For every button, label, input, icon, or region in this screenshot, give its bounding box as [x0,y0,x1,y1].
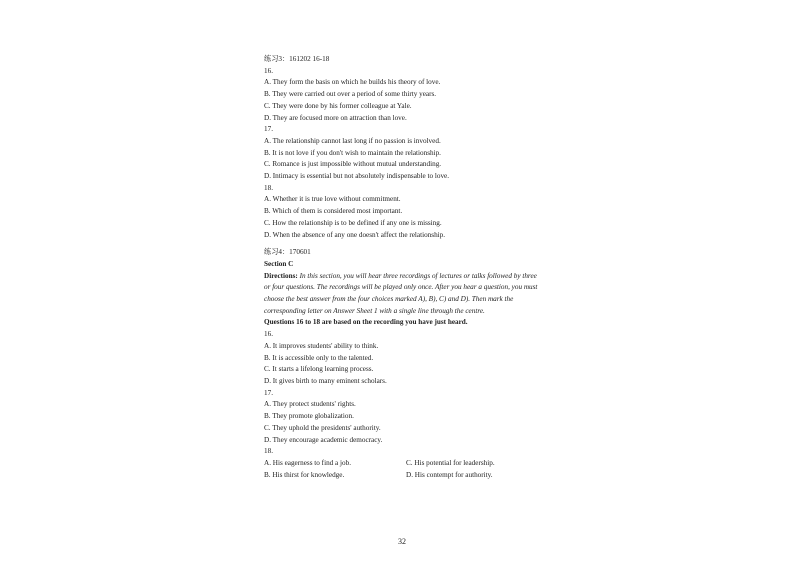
option-b: B. Which of them is considered most important. [264,207,403,216]
option-a: A. They form the basis on which he builds his theory of love. [264,78,441,87]
question-number: 17. [264,125,273,134]
option-row [264,470,549,482]
option-c: C. It starts a lifelong learning process. [264,365,374,374]
option-a: A. His eagerness to find a job. [264,458,352,467]
option-b: B. They were carried out over a period of some thirty years. [264,90,437,99]
option-c: C. They were done by his former colleague at Yale. [264,101,412,110]
option-d: D. They encourage academic democracy. [264,435,383,444]
page-content [264,54,549,481]
option-b: B. It is not love if you don't wish to maintain the relationship. [264,148,441,157]
option-d: D. It gives birth to many eminent scholars. [264,376,387,385]
option-b: B. It is accessible only to the talented. [264,353,374,362]
option-a: A. The relationship cannot last long if no passion is involved. [264,136,441,145]
questions-heading: Questions 16 to 18 are based on the recording you have just heard. [264,318,468,327]
section-heading: Section C [264,259,294,268]
option-a: A. They protect students' rights. [264,400,356,409]
directions-label: Directions: [264,271,298,280]
option-c: C. How the relationship is to be defined if any one is missing. [264,218,442,227]
option-a: A. It improves students' ability to think. [264,341,379,350]
option-b: B. They promote globalization. [264,412,354,421]
question-number: 17. [264,388,273,397]
question-number: 18. [264,183,273,192]
option-a: A. Whether it is true love without commitment. [264,195,401,204]
exercise4-title: 练习4：170601 [264,248,311,257]
question-number: 16. [264,330,273,339]
directions-text: In this section, you will hear three recordings of lectures or talks followed by three or four questions. The recordings will be played only once. After you hear a question, you must choose the best answer from the four choices marked A), B), C) and D). Then mark the corresponding letter on Answer Sheet 1 with a single line through the centre. [264,271,538,315]
page-number: 32 [398,537,406,546]
option-d: D. Intimacy is essential but not absolutely indispensable to love. [264,172,450,181]
exercise3-title: 练习3：161202 16-18 [264,55,330,63]
option-c: C. Romance is just impossible without mutual understanding. [264,160,442,169]
option-d: D. His contempt for authority. [406,470,493,479]
question-number: 16. [264,66,273,75]
option-b: B. His thirst for knowledge. [264,470,345,479]
directions-paragraph [264,271,544,318]
option-d: D. They are focused more on attraction than love. [264,113,407,122]
option-c: C. His potential for leadership. [406,458,495,467]
question-number: 18. [264,447,273,456]
option-d: D. When the absence of any one doesn't affect the relationship. [264,230,446,239]
option-c: C. They uphold the presidents' authority. [264,423,381,432]
option-row [264,458,549,470]
